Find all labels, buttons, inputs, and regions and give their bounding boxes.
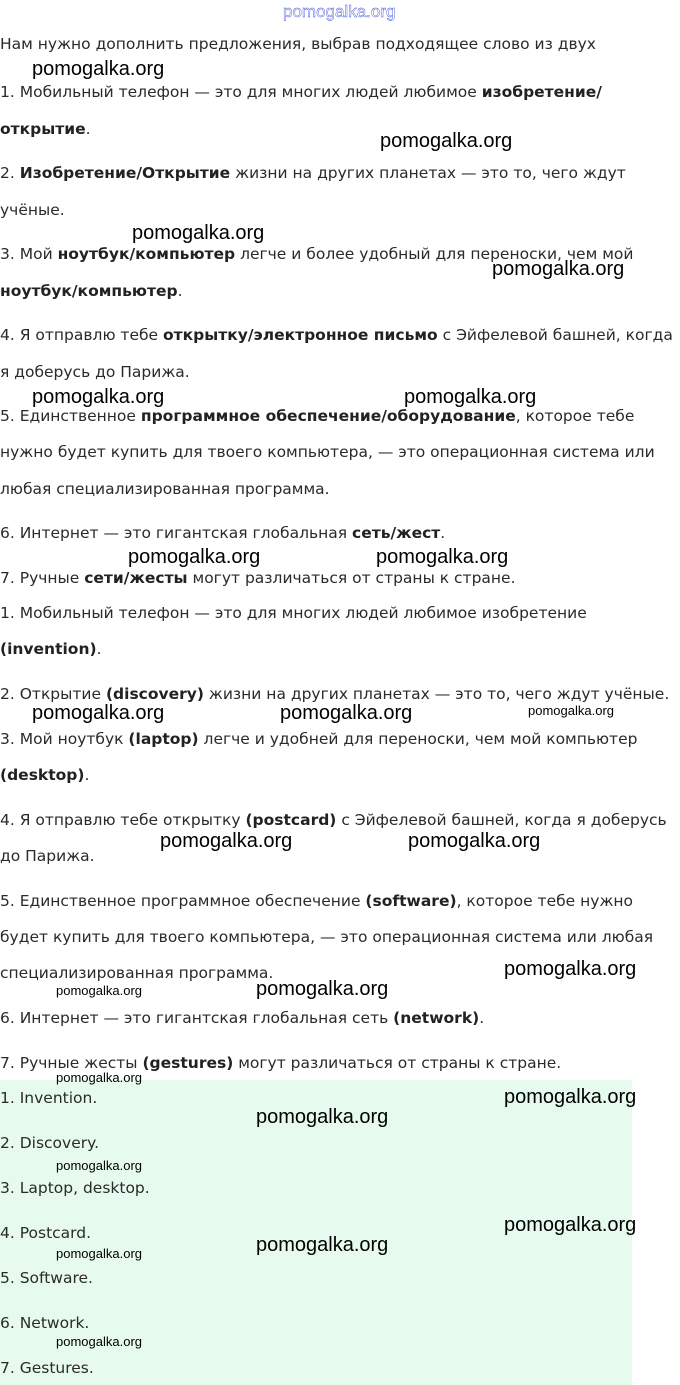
task-2-line-1: 2. Изобретение/Открытие жизни на других планетах — это то, чего ждут <box>0 164 626 182</box>
watermark: pomogalka.org <box>256 1106 389 1128</box>
task-intro: Нам нужно дополнить предложения, выбрав подходящее слово из двух <box>0 35 596 53</box>
watermark: pomogalka.org <box>504 1086 637 1108</box>
watermark: pomogalka.org <box>256 1234 389 1256</box>
translation-1-line-2: (invention). <box>0 640 102 658</box>
watermark: pomogalka.org <box>504 1214 637 1236</box>
answer-5: 5. Software. <box>0 1269 93 1287</box>
watermark: pomogalka.org <box>32 702 165 724</box>
task-3-line-2: ноутбук/компьютер. <box>0 282 183 300</box>
translation-3-line-1: 3. Мой ноутбук (laptop) легче и удобней для переноски, чем мой компьютер <box>0 730 638 748</box>
translation-5-line-1: 5. Единственное программное обеспечение (software), которое тебе нужно <box>0 892 634 910</box>
translation-6-line-1: 6. Интернет — это гигантская глобальная сеть (network). <box>0 1009 485 1027</box>
watermark: pomogalka.org <box>376 546 509 568</box>
answer-7: 7. Gestures. <box>0 1359 94 1377</box>
translation-7-line-1: 7. Ручные жесты (gestures) могут различаться от страны к стране. <box>0 1054 562 1072</box>
watermark: pomogalka.org <box>128 546 261 568</box>
translation-4-line-1: 4. Я отправлю тебе открытку (postcard) с Эйфелевой башней, когда я доберусь <box>0 811 667 829</box>
answer-2: 2. Discovery. <box>0 1134 100 1152</box>
task-5-line-2: нужно будет купить для твоего компьютера, — это операционная система или <box>0 443 655 461</box>
task-1-line-2: открытие. <box>0 120 91 138</box>
translation-3-line-2: (desktop). <box>0 766 90 784</box>
answer-1: 1. Invention. <box>0 1089 98 1107</box>
task-2-line-2: учёные. <box>0 201 65 219</box>
task-3-line-1: 3. Мой ноутбук/компьютер легче и более удобный для переноски, чем мой <box>0 245 634 263</box>
task-4-line-2: я доберусь до Парижа. <box>0 363 190 381</box>
watermark: pomogalka.org <box>404 386 537 408</box>
watermark: pomogalka.org <box>32 58 165 80</box>
translation-1-line-1: 1. Мобильный телефон — это для многих людей любимое изобретение <box>0 604 587 622</box>
watermark: pomogalka.org <box>160 830 293 852</box>
watermark: pomogalka.org <box>32 386 165 408</box>
watermark: pomogalka.org <box>56 1246 142 1261</box>
task-1-line-1: 1. Мобильный телефон — это для многих людей любимое изобретение/ <box>0 83 602 101</box>
task-7-line-1: 7. Ручные сети/жесты могут различаться от страны к стране. <box>0 569 516 587</box>
watermark: pomogalka.org <box>132 222 265 244</box>
watermark: pomogalka.org <box>56 1334 142 1349</box>
answer-6: 6. Network. <box>0 1314 90 1332</box>
watermark: pomogalka.org <box>504 958 637 980</box>
watermark: pomogalka.org <box>56 983 142 998</box>
watermark: pomogalka.org <box>528 703 614 718</box>
translation-5-line-3: специализированная программа. <box>0 964 274 982</box>
task-5-line-1: 5. Единственное программное обеспечение/оборудование, которое тебе <box>0 407 635 425</box>
translation-2-line-1: 2. Открытие (discovery) жизни на других планетах — это то, чего ждут учёные. <box>0 685 670 703</box>
task-4-line-1: 4. Я отправлю тебе открытку/электронное письмо с Эйфелевой башней, когда <box>0 326 673 344</box>
answer-3: 3. Laptop, desktop. <box>0 1179 150 1197</box>
translation-5-line-2: будет купить для твоего компьютера, — это операционная система или любая <box>0 928 654 946</box>
watermark: pomogalka.org <box>492 258 625 280</box>
answer-4: 4. Postcard. <box>0 1224 92 1242</box>
header-watermark: pomogalka.org <box>283 2 396 21</box>
task-6-line-1: 6. Интернет — это гигантская глобальная сеть/жест. <box>0 524 446 542</box>
watermark: pomogalka.org <box>280 702 413 724</box>
watermark: pomogalka.org <box>380 130 513 152</box>
task-5-line-3: любая специализированная программа. <box>0 480 330 498</box>
watermark: pomogalka.org <box>408 830 541 852</box>
watermark: pomogalka.org <box>56 1158 142 1173</box>
translation-4-line-2: до Парижа. <box>0 847 95 865</box>
watermark: pomogalka.org <box>56 1070 142 1085</box>
watermark: pomogalka.org <box>256 978 389 1000</box>
